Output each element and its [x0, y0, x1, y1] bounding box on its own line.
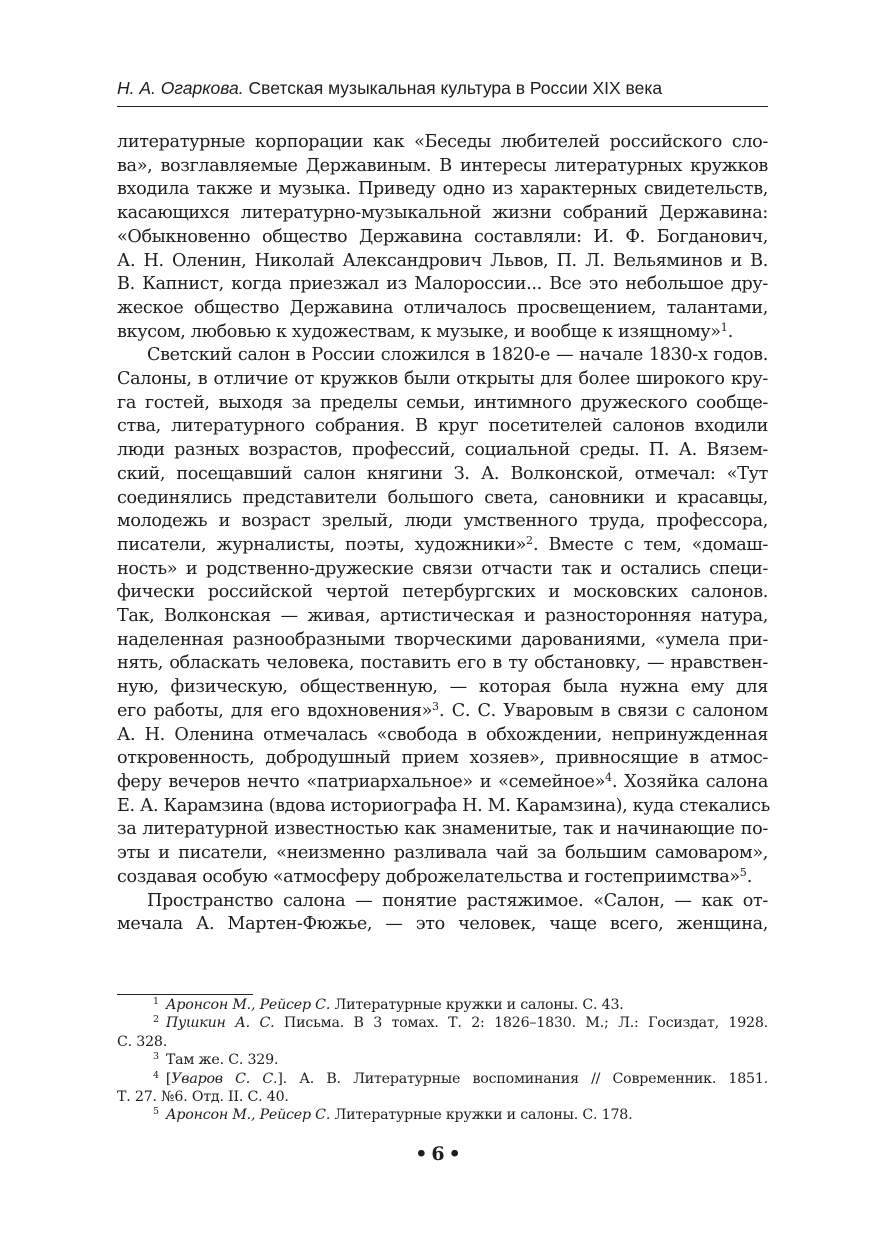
body-text [117, 131, 768, 937]
paragraph-1 [117, 131, 768, 344]
footnote-ref-1[interactable]: 1 [720, 320, 728, 334]
footnote-text: Письма. В 3 томах. Т. 2: 1826–1830. М.; Л.: Госиздат, 1928. [274, 1015, 768, 1032]
footnote-text: Литературные кружки и салоны. С. 178. [330, 1107, 633, 1124]
text-line: нять, обласкать человека, поставить его в ту обстановку, — нравствен- [117, 653, 768, 674]
footnote-author: Уваров С. С. [171, 1070, 278, 1087]
bullet-icon: • [415, 1143, 428, 1165]
footnote-line [117, 1014, 768, 1032]
text-line: В. Капнист, когда приезжал из Малороссии... Все это небольшое дру- [117, 274, 768, 295]
footnote-5 [117, 1106, 768, 1124]
text-line: люди разных возрастов, профессий, социальной среды. П. А. Вязем- [117, 440, 768, 461]
text-line: ность» и родственно-дружеские связи отчасти так и остались специ- [117, 558, 768, 579]
footnotes [117, 996, 768, 1125]
text-line [117, 321, 768, 345]
text-line: фически российской чертой петербургских и московских салонов. [117, 582, 768, 603]
footnote-line [117, 1106, 768, 1124]
footnote-author: Пушкин А. С. [165, 1015, 275, 1032]
text-fragment: . [727, 321, 733, 342]
text-line: за литературной известностью как знаменитые, так и начинающие по- [117, 819, 768, 840]
text-line: ства, литературного собрания. В круг посетителей салонов входили [117, 416, 768, 437]
footnote-author: Аронсон М., Рейсер С. [165, 1107, 331, 1124]
text-line: Салоны, в отличие от кружков были открыты для более широкого кру- [117, 369, 768, 390]
text-line: га гостей, выходя за пределы семьи, интимного дружеского сообще- [117, 392, 768, 413]
text-line: Так, Волконская — живая, артистическая и разносторонняя натура, [117, 606, 768, 627]
text-line [117, 866, 768, 890]
footnote-number: 5 [153, 1106, 159, 1118]
text-line: входила также и музыка. Приведу одно из характерных свидетельств, [117, 179, 768, 200]
running-header [117, 78, 768, 99]
footnote-2 [117, 1014, 768, 1051]
header-title: Светская музыкальная культура в России XIX века [248, 78, 663, 98]
text-line [117, 700, 768, 724]
footnote-bracket: [ [165, 1070, 172, 1087]
text-fragment: . Хозяйка салона [612, 771, 769, 792]
text-fragment: . С. С. Уваровым в связи с салоном [439, 700, 768, 721]
footnote-number: 4 [153, 1069, 159, 1081]
footnote-3 [117, 1051, 768, 1069]
text-line [117, 771, 768, 795]
footnote-4 [117, 1070, 768, 1107]
footnote-number: 1 [153, 996, 159, 1007]
footnote-ref-5[interactable]: 5 [739, 865, 747, 879]
footnote-ref-2[interactable]: 2 [526, 533, 534, 547]
page-number-value: 6 [431, 1143, 445, 1165]
footnote-number: 3 [153, 1051, 159, 1063]
text-fragment: . [746, 866, 753, 887]
paragraph-2 [117, 344, 768, 889]
text-line: Е. А. Карамзина (вдова историографа Н. М. Карамзина), куда стекались [117, 795, 770, 816]
text-line: А. Н. Оленина отмечалась «свобода в обхождении, непринужденная [117, 724, 768, 745]
text-line: наделенная разнообразными творческими дарованиями, «умела при- [117, 629, 768, 650]
text-fragment: писатели, журналисты, поэты, художники» [117, 534, 527, 555]
text-line: ва», возглавляемые Державиным. В интересы литературных кружков [117, 155, 768, 176]
text-line: откровенность, добродушный прием хозяев», привносящие в атмос- [117, 748, 768, 769]
footnote-text: Там же. С. 329. [165, 1052, 279, 1069]
text-line: касающихся литературно-музыкальной жизни собраний Державина: [117, 203, 768, 224]
text-line: ную, физическую, общественную, — которая была нужна ему для [117, 677, 768, 698]
header-rule [117, 106, 768, 107]
text-fragment: вкусом, любовью к художествам, к музыке, и вообще к изящному» [117, 321, 721, 342]
text-line: Пространство салона — понятие растяжимое. «Салон, — как от- [147, 890, 768, 911]
paragraph-3 [117, 890, 768, 937]
text-fragment: . Вместе с тем, «домаш- [533, 534, 768, 555]
text-line: эты и писатели, «неизменно разливала чай за большим самоваром», [117, 843, 768, 864]
text-line [117, 534, 768, 558]
footnote-ref-4[interactable]: 4 [605, 770, 613, 784]
text-line: литературные корпорации как «Беседы любителей российского сло- [117, 132, 768, 152]
footnote-1 [117, 996, 768, 1014]
header-author: Н. А. Огаркова. [117, 78, 244, 98]
footnote-author: Аронсон М., Рейсер С. [165, 997, 331, 1013]
text-fragment: создавая особую «атмосферу доброжелательства и гостеприимства» [117, 866, 740, 887]
footnote-line [117, 1070, 768, 1088]
text-fragment: его работы, для его вдохновения» [117, 700, 433, 721]
footnote-line: Т. 27. №6. Отд. II. С. 40. [117, 1089, 289, 1106]
page-number [0, 1143, 876, 1165]
text-line: Светский салон в России сложился в 1820-е — начале 1830-х годов. [147, 345, 768, 366]
text-line: «Обыкновенно общество Державина составляли: И. Ф. Богданович, [117, 226, 768, 247]
text-line: молодежь и возраст зрелый, люди умственного труда, профессора, [117, 511, 768, 532]
footnote-text: ]. А. В. Литературные воспоминания // Современник. 1851. [277, 1070, 769, 1087]
footnote-ref-3[interactable]: 3 [432, 699, 440, 713]
text-line: ский, посещавший салон княгини З. А. Волконской, отмечал: «Тут [117, 463, 768, 484]
text-line: соединялись представители большого света, сановники и красавцы, [117, 487, 768, 508]
footnote-text: Литературные кружки и салоны. С. 43. [330, 997, 624, 1013]
text-line: мечала А. Мартен-Фюжье, — это человек, чаще всего, женщина, [117, 914, 768, 935]
text-line: жеское общество Державина отличалось просвещением, талантами, [117, 297, 768, 318]
bullet-icon: • [448, 1143, 461, 1165]
footnote-line: С. 328. [117, 1033, 168, 1050]
text-fragment: феру вечеров нечто «патриархальное» и «семейное» [117, 771, 606, 792]
footnote-line [117, 1051, 768, 1069]
footnote-rule [117, 994, 253, 995]
text-line: А. Н. Оленин, Николай Александрович Львов, П. Л. Вельяминов и В. [117, 250, 768, 271]
footnote-number: 2 [153, 1014, 159, 1026]
footnote-line [117, 996, 768, 1014]
